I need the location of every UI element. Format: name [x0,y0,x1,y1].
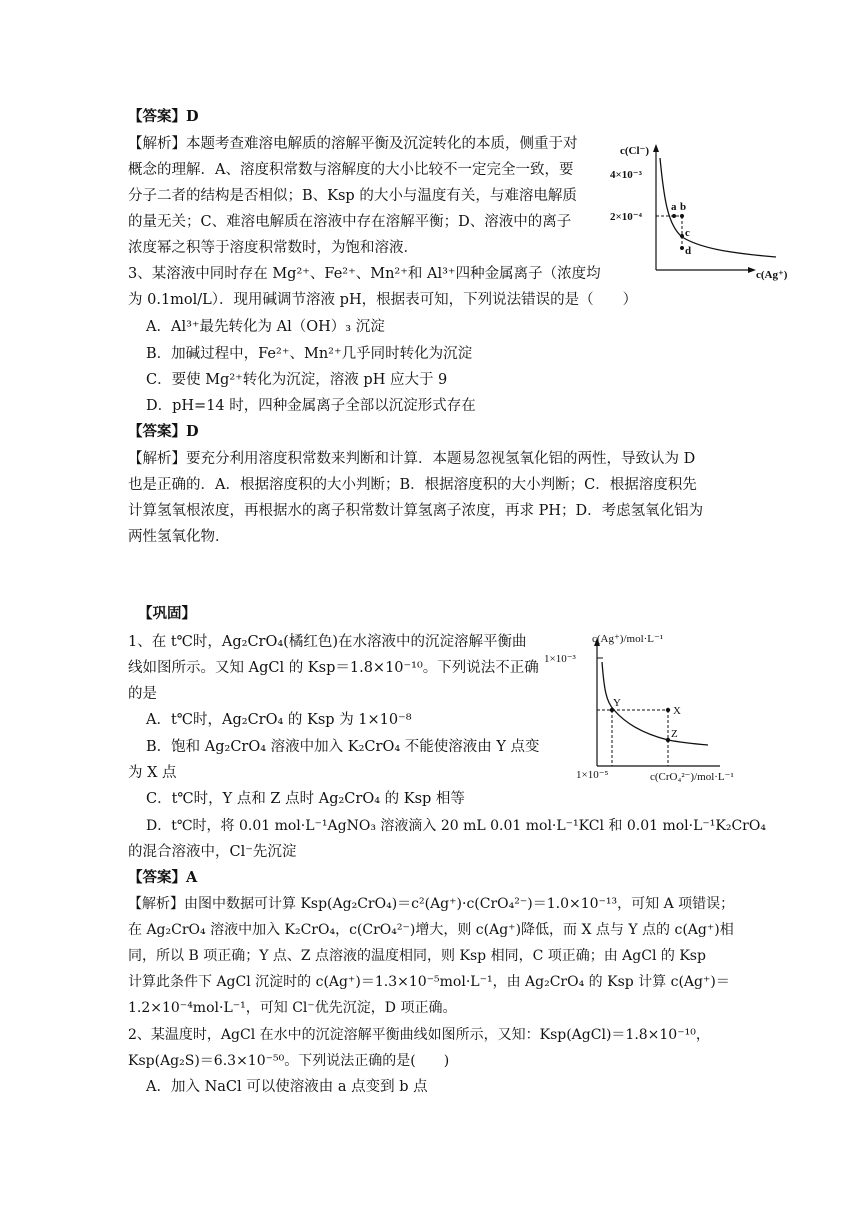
x-axis-label: c(Ag⁺) [756,269,788,281]
solubility-curve-figure-1 [608,140,793,285]
analysis-line: 计算氢氧根浓度，再根据水的离子积常数计算氢离子浓度，再求 PH；D．考虑氢氧化铝为 [128,503,704,519]
question-stem: 的是 [128,686,157,702]
question-stem: 2、某温度时，AgCl 在水中的沉淀溶解平衡曲线如图所示，又知：Ksp(AgCl)＝1.8×10⁻¹⁰， [128,1027,710,1043]
option-a: A．加入 NaCl 可以使溶液由 a 点变到 b 点 [146,1079,428,1095]
question-stem: 3、某溶液中同时存在 Mg²⁺、Fe²⁺、Mn²⁺和 Al³⁺四种金属离子（浓度均 [128,266,601,282]
point-label-c: c [685,227,690,239]
analysis-line: 计算此条件下 AgCl 沉淀时的 c(Ag⁺)＝1.3×10⁻⁵mol·L⁻¹，由 Ag₂CrO₄ 的 Ksp 计算 c(Ag⁺)＝ [128,974,730,990]
point-c [680,234,684,238]
point-label-z: Z [671,728,678,740]
point-a [672,214,676,218]
x-tick-label: 1×10⁻⁵ [576,769,609,781]
option-d: D．t℃时，将 0.01 mol·L⁻¹AgNO₃ 溶液滴入 20 mL 0.01 mol·L⁻¹KCl 和 0.01 mol·L⁻¹K₂CrO₄ [146,818,766,834]
analysis-line: 1.2×10⁻⁴mol·L⁻¹，可知 Cl⁻优先沉淀，D 项正确。 [128,1000,457,1016]
point-d [680,246,684,250]
point-label-y: Y [613,697,621,709]
analysis-line: 【解析】本题考查难溶电解质的溶解平衡及沉淀转化的本质，侧重于对 [128,136,578,152]
y-tick-label: 4×10⁻³ [610,169,642,181]
point-label-d: d [685,245,692,257]
x-axis-arrow [748,267,756,273]
option-b: B．加碱过程中，Fe²⁺、Mn²⁺几乎同时转化为沉淀 [146,346,473,362]
point-z [666,738,670,742]
answer-label: 【答案】D [128,423,199,440]
answer-label: 【答案】A [128,869,198,886]
option-d: D．pH=14 时，四种金属离子全部以沉淀形式存在 [146,398,476,414]
y-axis-arrow [653,144,659,152]
answer-label: 【答案】D [128,108,199,125]
option-d-continued: 的混合溶液中，Cl⁻先沉淀 [128,844,297,860]
point-b [680,214,684,218]
x-axis-label: c(CrO₄²⁻)/mol·L⁻¹ [650,771,734,783]
point-x [666,708,670,712]
analysis-line: 两性氢氧化物． [128,529,230,545]
option-b-continued: 为 X 点 [128,765,177,781]
option-a: A．Al³⁺最先转化为 Al（OH）₃ 沉淀 [146,319,385,335]
option-b: B．饱和 Ag₂CrO₄ 溶液中加入 K₂CrO₄ 不能使溶液由 Y 点变 [146,739,540,755]
point-label-x: X [673,705,681,717]
question-stem: Ksp(Ag₂S)＝6.3×10⁻⁵⁰。下列说法正确的是( ) [128,1053,450,1069]
question-stem: 为 0.1mol/L）．现用碱调节溶液 pH，根据表可知，下列说法错误的是（ ） [128,292,638,308]
option-a: A．t℃时，Ag₂CrO₄ 的 Ksp 为 1×10⁻⁸ [146,712,412,728]
analysis-line: 也是正确的．A．根据溶度积的大小判断；B．根据溶度积的大小判断；C．根据溶度积先 [128,477,697,493]
point-label-b: b [680,201,687,213]
question-stem: 1、在 t℃时，Ag₂CrO₄(橘红色)在水溶液中的沉淀溶解平衡曲 [128,634,527,650]
analysis-line: 同，所以 B 项正确；Y 点、Z 点溶液的温度相同，则 Ksp 相同，C 项正确；由 AgCl 的 Ksp [128,948,706,964]
y-axis-label: c(Cl⁻) [620,145,650,157]
analysis-line: 浓度幂之积等于溶度积常数时，为饱和溶液． [128,240,418,256]
option-c: C．t℃时，Y 点和 Z 点时 Ag₂CrO₄ 的 Ksp 相等 [146,791,465,807]
solubility-curve-figure-2 [540,628,760,793]
y-tick-label: 2×10⁻⁴ [610,211,642,223]
analysis-line: 【解析】由图中数据可计算 Ksp(Ag₂CrO₄)＝c²(Ag⁺)·c(CrO₄²⁻)＝1.0×10⁻¹³，可知 A 项错误； [128,896,735,912]
analysis-line: 分子二者的结构是否相似；B、Ksp 的大小与温度有关，与难溶电解质 [128,188,577,204]
section-heading: 【巩固】 [138,605,196,622]
analysis-line: 的量无关；C、难溶电解质在溶液中存在溶解平衡；D、溶液中的离子 [128,214,572,230]
y-axis-label: c(Ag⁺)/mol·L⁻¹ [592,633,664,645]
y-tick-label: 1×10⁻³ [544,653,576,665]
option-c: C．要使 Mg²⁺转化为沉淀，溶液 pH 应大于 9 [146,372,448,388]
point-label-a: a [671,201,677,213]
analysis-line: 概念的理解．A、溶度积常数与溶解度的大小比较不一定完全一致，要 [128,162,574,178]
analysis-line: 在 Ag₂CrO₄ 溶液中加入 K₂CrO₄，c(CrO₄²⁻)增大，则 c(Ag⁺)降低，而 X 点与 Y 点的 c(Ag⁺)相 [128,922,734,938]
equilibrium-curve [660,158,776,257]
question-stem: 线如图所示。又知 AgCl 的 Ksp＝1.8×10⁻¹⁰。下列说法不正确 [128,660,539,676]
analysis-line: 【解析】要充分利用溶度积常数来判断和计算．本题易忽视氢氧化铝的两性，导致认为 D [128,451,696,467]
